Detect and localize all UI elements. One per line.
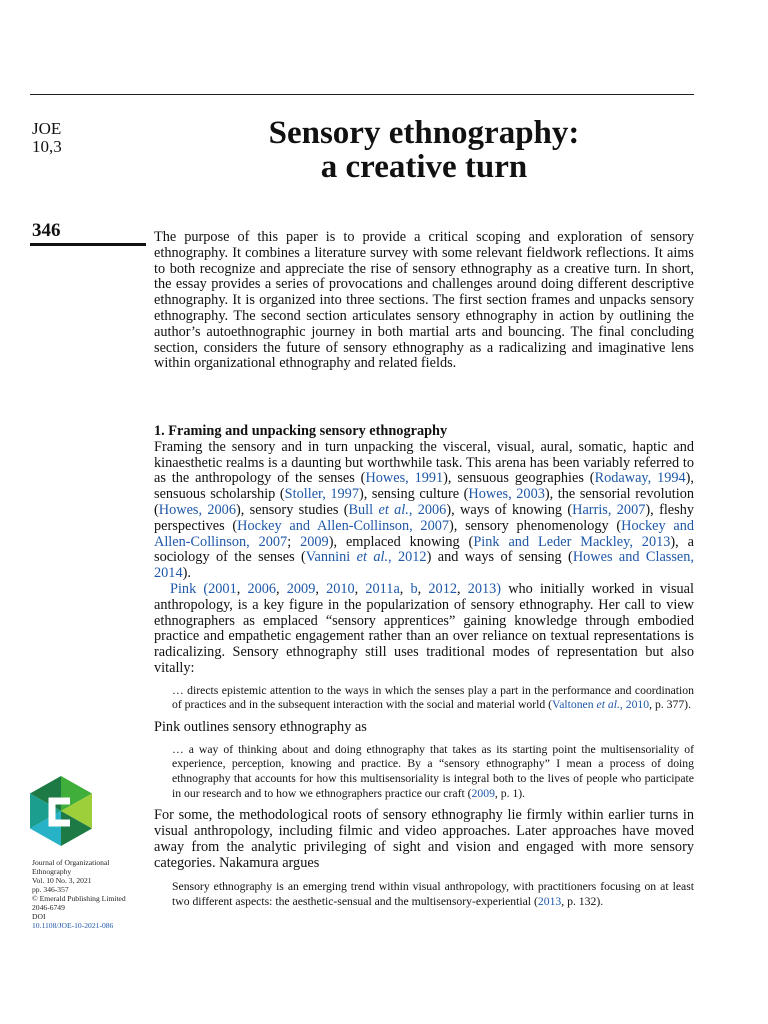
doi-link[interactable]: 10.1108/JOE-10-2021-086: [32, 921, 114, 930]
section-1: [154, 424, 694, 909]
title-line-2: a creative turn: [320, 149, 528, 185]
journal-name-cont: Ethnography: [32, 867, 72, 876]
citation-link[interactable]: Pink and Leder Mackley, 2013: [473, 533, 671, 550]
citation-link[interactable]: Howes and Classen, 2014: [154, 549, 694, 582]
citation-link[interactable]: Howes, 1991: [365, 470, 444, 487]
citation-link[interactable]: Valtonen et al., 2010: [552, 698, 650, 712]
publisher: © Emerald Publishing Limited: [32, 894, 126, 903]
doi-line: DOI 10.1108/JOE-10-2021-086: [32, 912, 114, 930]
citation-link[interactable]: Vannini et al., 2012: [305, 549, 427, 566]
citation-link[interactable]: Stoller, 1997: [284, 486, 359, 503]
citation-link[interactable]: 2013): [467, 580, 502, 597]
block-quote-3: Sensory ethnography is an emerging trend within visual anthropology, with practitioners focusing on at least two different aspects: the aesthetic-sensual and the multisensory-experiential (2013, p. 132).: [172, 880, 694, 908]
volume-info: Vol. 10 No. 3, 2021: [32, 876, 92, 885]
citation-link[interactable]: Harris, 2007: [572, 501, 646, 518]
citation-link[interactable]: Pink (2001: [170, 580, 237, 597]
paragraph-4: For some, the methodological roots of sensory ethnography lie firmly within earlier turns in visual anthropology, including filmic and video approaches. Later approaches have moved away from the analytic privileging of sight and vision and engaged with more sensory categories. Nakamura argues: [154, 807, 694, 871]
emerald-publishing-logo-icon: [30, 776, 92, 846]
citation-link[interactable]: Howes, 2006: [158, 501, 236, 518]
top-rule: [30, 94, 694, 95]
page-number-rule: [30, 243, 146, 246]
block-quote-1: … directs epistemic attention to the ways in which the senses play a part in the performance and coordination of practices and in the subsequent interaction with the social and material world (Valtonen et al., 2010, p. 377).: [172, 683, 694, 712]
page-number: 346: [32, 220, 61, 241]
citation-link[interactable]: Hockey and Allen-Collinson, 2007: [154, 517, 694, 550]
citation-link[interactable]: 2006: [247, 580, 277, 597]
citation-link[interactable]: Hockey and Allen-Collinson, 2007: [237, 517, 450, 534]
journal-abbr: JOE: [32, 119, 62, 138]
title-line-1: Sensory ethnography:: [268, 115, 580, 151]
citation-link[interactable]: 2010: [326, 580, 355, 597]
citation-link[interactable]: 2011a: [365, 580, 400, 597]
citation-link[interactable]: 2009: [471, 786, 495, 800]
volume-issue: 10,3: [32, 137, 62, 156]
block-quote-2: … a way of thinking about and doing ethnography that takes as its starting point the multisensoriality of experience, perception, knowing and practice. By a “sensory ethnography” I mean a process of doing ethnography that accounts for how this multisensoriality is integral both to the lives of people who participate in our research and to how we ethnographers practice our craft (2009, p. 1).: [172, 742, 694, 800]
citation-link[interactable]: b: [410, 580, 418, 597]
citation-link[interactable]: 2009: [300, 533, 329, 550]
citation-link[interactable]: 2013: [537, 894, 562, 908]
citation-link[interactable]: Bull et al., 2006: [348, 501, 447, 518]
article-title: [154, 116, 694, 184]
citation-link[interactable]: Howes, 2003: [468, 486, 545, 503]
section-heading: 1. Framing and unpacking sensory ethnography: [154, 423, 448, 439]
paragraph-2: Pink (2001, 2006, 2009, 2010, 2011a, b, 2012, 2013) who initially worked in visual anthropology, is a key figure in the popularization of sensory ethnography. Her call to view ethnographers as emplaced “sensory apprentices” gaining knowledge through embodied practice and empathetic engagement rather than an over reliance on textual representations is radicalizing. Sensory ethnography still uses traditional modes of representation but also vitally:: [154, 580, 694, 676]
issn: 2046-6749: [32, 903, 65, 912]
journal-abbreviation: [32, 120, 62, 156]
paragraph-1: Framing the sensory and in turn unpacking the visceral, visual, aural, somatic, haptic and kinaesthetic realms is a daunting but worthwhile task. This arena has been variably referred to as the anthropology of the senses (Howes, 1991), sensuous geographies (Rodaway, 1994), sensuous scholarship (Stoller, 1997), sensing culture (Howes, 2003), the sensorial revolution (Howes, 2006), sensory studies (Bull et al., 2006), ways of knowing (Harris, 2007), fleshy perspectives (Hockey and Allen-Collinson, 2007), sensory phenomenology (Hockey and Allen-Collinson, 2007; 2009), emplaced knowing (Pink and Leder Mackley, 2013), a sociology of the senses (Vannini et al., 2012) and ways of sensing (Howes and Classen, 2014).: [154, 438, 695, 582]
journal-info: [32, 858, 147, 930]
abstract: The purpose of this paper is to provide a critical scoping and exploration of sensory ethnography. It combines a literature survey with some relevant fieldwork reflections. It aims to both recognize and appreciate the rise of sensory ethnography as a creative turn. In short, the essay provides a series of provocations and challenges around doing different descriptive ethnography. It is organized into three sections. The first section frames and unpacks sensory ethnography. The second section articulates sensory ethnography in action by outlining the author’s autoethnographic journey in both martial arts and bouncing. The final concluding section, considers the future of sensory ethnography as a radicalizing and imaginative lens within organizational ethnography and related fields.: [154, 229, 694, 372]
paragraph-3: Pink outlines sensory ethnography as: [154, 718, 367, 735]
citation-link[interactable]: 2009: [286, 580, 316, 597]
citation-link[interactable]: 2012: [428, 580, 457, 597]
page-range: pp. 346-357: [32, 885, 69, 894]
citation-link[interactable]: Rodaway, 1994: [594, 470, 686, 487]
journal-name: Journal of Organizational: [32, 858, 110, 867]
